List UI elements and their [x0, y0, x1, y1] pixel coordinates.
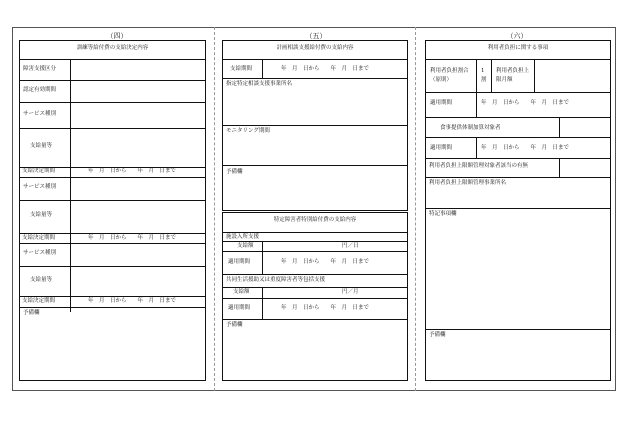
amount-3-label: 支給量等: [30, 277, 53, 283]
section-five-title: 計画相談支援給付費の支給内容: [276, 45, 354, 51]
payment-amount-1-label: 支給額: [237, 243, 254, 249]
section-four-title: 訓練等給付費の支給決定内容: [76, 45, 149, 51]
special-notes-label: 特記事項欄: [429, 211, 457, 217]
section-six-title: 利用者負担に関する事項: [487, 45, 549, 51]
decision-period-3-label: 支給決定期間: [22, 298, 56, 304]
applicable-period-text-1: 年 月 日から 年 月 日まで: [281, 259, 370, 265]
decision-period-1-label: 支給決定期間: [22, 168, 56, 174]
applicable-period-six-1-label: 適用期間: [430, 100, 453, 106]
period-text-3: 年 月 日から 年 月 日まで: [88, 298, 177, 304]
group-home-support-label: 共同生活援助又は重度障害者等包括支援: [226, 277, 326, 283]
cap-management-flag-label: 利用者負担上限額管理対象者該当の有無: [429, 163, 529, 169]
monitoring-label: モニタリング期間: [226, 128, 270, 134]
monthly-cap-label: 利用者負担上限月額: [496, 68, 530, 84]
yen-per-day: 円／日: [342, 243, 359, 249]
amount-1-label: 支給量等: [30, 143, 53, 149]
cert-period-label: 認定有効期間: [23, 87, 57, 93]
meal-subsidy-label: 食事提供体制加算対象者: [440, 125, 501, 131]
disability-level-label: 障害支援区分: [23, 66, 57, 72]
yen-per-month: 円／月: [342, 289, 359, 295]
applicable-period-1-label: 適用期間: [228, 259, 251, 265]
provider-name-label: 指定特定相談支援事業所名: [226, 81, 293, 87]
notes-four-label: 予備欄: [23, 310, 40, 316]
notes-five-2-label: 予備欄: [226, 322, 243, 328]
notes-five-label: 予備欄: [226, 169, 243, 175]
column-header-four: （四）: [106, 32, 128, 40]
period-text-2: 年 月 日から 年 月 日まで: [88, 235, 177, 241]
burden-ratio-label: 利用者負担割合（原則）: [430, 68, 469, 84]
special-benefit-title: 特定障害者特別給付費の支給内容: [273, 217, 357, 223]
burden-ratio-value: 1割: [481, 68, 487, 84]
payment-amount-2-label: 支給額: [233, 289, 250, 295]
period-text-1: 年 月 日から 年 月 日まで: [88, 168, 177, 174]
fold-line-1: [214, 27, 215, 391]
service-type-1-label: サービス種別: [23, 111, 57, 117]
column-header-six: （六）: [506, 32, 528, 40]
payment-period-label: 支給期間: [230, 66, 253, 72]
service-type-2-label: サービス種別: [23, 184, 57, 190]
applicable-period-six-2-label: 適用期間: [430, 145, 453, 151]
column-header-five: （五）: [305, 32, 327, 40]
amount-2-label: 支給量等: [30, 212, 53, 218]
applicable-period-text-2: 年 月 日から 年 月 日まで: [281, 305, 370, 311]
applicable-period-2-label: 適用期間: [228, 305, 251, 311]
cap-management-provider-label: 利用者負担上限額管理事業所名: [429, 180, 507, 186]
applicable-period-six-text-2: 年 月 日から 年 月 日まで: [481, 145, 570, 151]
applicable-period-six-text-1: 年 月 日から 年 月 日まで: [481, 100, 570, 106]
fold-line-2: [415, 27, 416, 391]
payment-period-text: 年 月 日から 年 月 日まで: [281, 66, 370, 72]
notes-six-label: 予備欄: [429, 332, 446, 338]
service-type-3-label: サービス種別: [23, 250, 57, 256]
decision-period-2-label: 支給決定期間: [22, 235, 56, 241]
facility-support-label: 施設入所支援: [226, 234, 260, 240]
